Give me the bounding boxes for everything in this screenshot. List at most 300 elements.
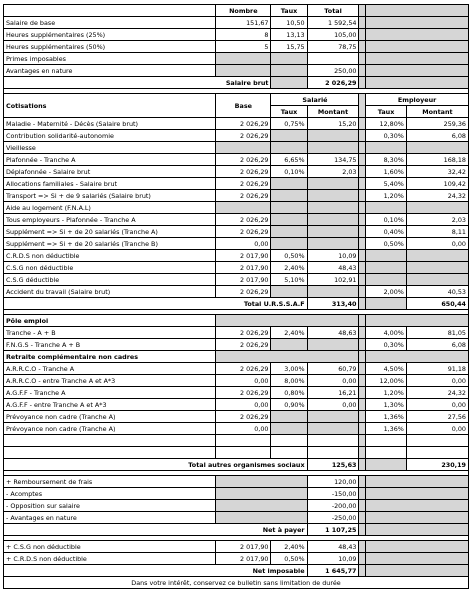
net-adjust-value: -200,00 [307, 500, 359, 512]
separator [359, 77, 366, 89]
employeur-taux: 8,30% [366, 154, 407, 166]
shaded [366, 512, 469, 524]
salaire-brut-value: 2 026,29 [307, 77, 359, 89]
payslip [3, 4, 469, 589]
cotisation-base: 2 017,90 [216, 262, 271, 274]
salary-row [4, 17, 469, 29]
employeur-taux: 4,00% [366, 327, 407, 339]
shaded [216, 476, 307, 488]
cotisation-row [4, 238, 469, 250]
cotisation-base: 0,00 [216, 423, 271, 435]
net-adjust-row [4, 512, 469, 524]
salarie-montant: 134,75 [307, 154, 359, 166]
cotisation-row [4, 327, 469, 339]
employeur-montant: 2,03 [406, 214, 468, 226]
salarie-montant [307, 202, 359, 214]
empty [307, 435, 359, 447]
salary-label: Heures supplémentaires (50%) [4, 41, 216, 53]
salarie-montant: 15,20 [307, 118, 359, 130]
cotisation-base: 2 026,29 [216, 130, 271, 142]
salary-row [4, 53, 469, 65]
salarie-taux: 0,50% [271, 250, 307, 262]
employeur-taux: 1,36% [366, 423, 407, 435]
cotisation-row [4, 286, 469, 298]
total-autres-salarie: 125,63 [307, 459, 359, 471]
footer-note: Dans votre intérêt, conservez ce bulletin sans limitation de durée [4, 577, 469, 589]
cotisation-label: C.R.D.S non déductible [4, 250, 216, 262]
shaded [366, 459, 407, 471]
salarie-taux [271, 178, 307, 190]
header-total: Total [307, 5, 359, 17]
shaded [366, 565, 469, 577]
salary-row [4, 41, 469, 53]
employeur-montant: 0,00 [406, 238, 468, 250]
empty [216, 435, 271, 447]
cotisation-row [4, 250, 469, 262]
cotisations-header-row [4, 94, 469, 106]
salarie-montant [307, 142, 359, 154]
salarie-taux: 3,00% [271, 363, 307, 375]
employeur-taux [366, 250, 407, 262]
employeur-montant: 40,53 [406, 286, 468, 298]
salarie-taux [271, 238, 307, 250]
cotisation-label: Tranche - A + B [4, 327, 216, 339]
empty [406, 435, 468, 447]
salarie-taux [271, 286, 307, 298]
section-row [4, 351, 469, 363]
salarie-taux [271, 202, 307, 214]
employeur-taux [366, 202, 407, 214]
separator [359, 411, 366, 423]
shaded [366, 17, 469, 29]
separator [359, 565, 366, 577]
employeur-taux: 0,30% [366, 130, 407, 142]
cotisation-label: Tous employeurs - Plafonnée - Tranche A [4, 214, 216, 226]
employeur-montant: 91,18 [406, 363, 468, 375]
cotisation-base: 0,00 [216, 238, 271, 250]
cotisation-base: 2 017,90 [216, 250, 271, 262]
net-adjust-row [4, 488, 469, 500]
salarie-montant [307, 339, 359, 351]
salary-total: 1 592,54 [307, 17, 359, 29]
cotisation-label: A.R.R.C.O - Tranche A [4, 363, 216, 375]
employeur-montant: 168,18 [406, 154, 468, 166]
separator [359, 476, 366, 488]
shaded [216, 500, 307, 512]
cotisation-row [4, 190, 469, 202]
employeur-montant: 6,08 [406, 339, 468, 351]
employeur-montant: 0,00 [406, 423, 468, 435]
salarie-taux [271, 190, 307, 202]
cotisation-base: 0,00 [216, 375, 271, 387]
separator [359, 178, 366, 190]
cotisation-base: 2 026,29 [216, 226, 271, 238]
salary-nombre: 5 [216, 41, 271, 53]
cotisation-base: 2 026,29 [216, 214, 271, 226]
cotisation-row [4, 399, 469, 411]
header-row [4, 5, 469, 17]
net-imposable-value: 1 645,77 [307, 565, 359, 577]
salary-taux [271, 53, 307, 65]
shaded [366, 65, 469, 77]
salary-total: 78,75 [307, 41, 359, 53]
employeur-montant: 32,42 [406, 166, 468, 178]
employeur-taux: 0,50% [366, 238, 407, 250]
shaded [216, 315, 359, 327]
salarie-montant: 48,43 [307, 262, 359, 274]
employeur-montant: 109,42 [406, 178, 468, 190]
separator [359, 94, 366, 118]
cotisation-label: A.G.F.F - Tranche A [4, 387, 216, 399]
salaire-brut-row [4, 77, 469, 89]
cotisation-row [4, 226, 469, 238]
shaded [216, 488, 307, 500]
header-shaded [366, 5, 469, 17]
separator [359, 423, 366, 435]
empty [406, 447, 468, 459]
cotisation-label: Supplément => Si + de 20 salariés (Tranche B) [4, 238, 216, 250]
empty [366, 447, 407, 459]
shaded [216, 512, 307, 524]
cotisation-row [4, 423, 469, 435]
employeur-taux: 12,80% [366, 118, 407, 130]
salarie-montant-header: Montant [307, 106, 359, 118]
separator [359, 41, 366, 53]
separator [359, 447, 366, 459]
employeur-taux [366, 274, 407, 286]
net-imposable-row [4, 565, 469, 577]
salary-nombre: 151,67 [216, 17, 271, 29]
employeur-montant-header: Montant [406, 106, 468, 118]
net-adjust-label: - Avantages en nature [4, 512, 216, 524]
total-autres-row [4, 459, 469, 471]
salarie-montant [307, 190, 359, 202]
cotisation-base: 2 026,29 [216, 387, 271, 399]
payslip-body [4, 5, 469, 589]
cotisation-label: Accident du travail (Salaire brut) [4, 286, 216, 298]
base-header: Base [216, 94, 271, 118]
separator [359, 65, 366, 77]
total-urssaf-salarie: 313,40 [307, 298, 359, 310]
payslip-table [3, 4, 469, 589]
cotisation-row [4, 411, 469, 423]
employeur-montant [406, 274, 468, 286]
separator [359, 166, 366, 178]
salaire-brut-label: Salaire brut [4, 77, 271, 89]
salarie-montant [307, 238, 359, 250]
net-adjust-label: + Remboursement de frais [4, 476, 216, 488]
salarie-montant: 48,63 [307, 327, 359, 339]
salary-taux: 10,50 [271, 17, 307, 29]
cotisation-label: Plafonnée - Tranche A [4, 154, 216, 166]
cotisation-label: Maladie - Maternité - Décès (Salaire brut) [4, 118, 216, 130]
imposable-value: 10,09 [307, 553, 359, 565]
separator [359, 142, 366, 154]
cotisation-row [4, 118, 469, 130]
net-adjust-value: 120,00 [307, 476, 359, 488]
separator [359, 202, 366, 214]
separator [359, 214, 366, 226]
employeur-taux: 12,00% [366, 375, 407, 387]
salarie-montant: 60,79 [307, 363, 359, 375]
employeur-taux [366, 142, 407, 154]
shaded [366, 524, 469, 536]
imposable-base: 2 017,90 [216, 553, 271, 565]
shaded [366, 53, 469, 65]
cotisation-row [4, 154, 469, 166]
salary-label: Salaire de base [4, 17, 216, 29]
imposable-label: + C.S.G non déductible [4, 541, 216, 553]
employeur-montant [406, 202, 468, 214]
employeur-taux [366, 262, 407, 274]
separator [359, 190, 366, 202]
header-blank [4, 5, 216, 17]
salary-row [4, 29, 469, 41]
cotisation-label: Supplément => Si + de 20 salariés (Tranche A) [4, 226, 216, 238]
empty [4, 447, 216, 459]
salarie-taux [271, 142, 307, 154]
cotisation-row [4, 339, 469, 351]
cotisation-base: 2 026,29 [216, 411, 271, 423]
cotisation-base: 2 026,29 [216, 363, 271, 375]
shaded [366, 315, 469, 327]
cotisation-row [4, 142, 469, 154]
net-a-payer-label: Net à payer [4, 524, 308, 536]
cotisation-base: 2 026,29 [216, 178, 271, 190]
separator [359, 327, 366, 339]
imposable-value: 48,43 [307, 541, 359, 553]
separator [359, 154, 366, 166]
cotisation-base: 0,00 [216, 399, 271, 411]
separator [359, 274, 366, 286]
employeur-taux: 1,60% [366, 166, 407, 178]
separator [359, 130, 366, 142]
cotisation-base: 2 017,90 [216, 274, 271, 286]
cotisation-label: Contribution solidarité-autonomie [4, 130, 216, 142]
cotisation-label: C.S.G non déductible [4, 262, 216, 274]
separator [359, 339, 366, 351]
net-adjust-row [4, 476, 469, 488]
salary-total: 105,00 [307, 29, 359, 41]
shaded [366, 541, 469, 553]
salary-nombre: 8 [216, 29, 271, 41]
empty-row [4, 435, 469, 447]
cotisation-label: A.R.R.C.O - entre Tranche A et A*3 [4, 375, 216, 387]
cotisation-base [216, 142, 271, 154]
shaded [366, 488, 469, 500]
net-adjust-label: - Opposition sur salaire [4, 500, 216, 512]
footer-row [4, 577, 469, 589]
cotisation-row [4, 375, 469, 387]
employeur-taux: 0,40% [366, 226, 407, 238]
cotisation-base: 2 026,29 [216, 190, 271, 202]
salarie-montant: 102,91 [307, 274, 359, 286]
salarie-taux [271, 423, 307, 435]
salarie-taux: 8,00% [271, 375, 307, 387]
separator [359, 553, 366, 565]
cotisation-label: A.G.F.F - entre Tranche A et A*3 [4, 399, 216, 411]
employeur-montant [406, 250, 468, 262]
employeur-taux: 0,30% [366, 339, 407, 351]
empty [271, 435, 307, 447]
header-taux: Taux [271, 5, 307, 17]
shaded [366, 553, 469, 565]
shaded [271, 77, 307, 89]
empty [307, 447, 359, 459]
cotisation-row [4, 363, 469, 375]
cotisation-label: Prévoyance non cadre (Tranche A) [4, 423, 216, 435]
separator [359, 238, 366, 250]
shaded [366, 298, 407, 310]
salarie-montant [307, 411, 359, 423]
salary-total: 250,00 [307, 65, 359, 77]
salarie-montant: 16,21 [307, 387, 359, 399]
separator [359, 53, 366, 65]
imposable-taux: 2,40% [271, 541, 307, 553]
total-urssaf-label: Total U.R.S.S.A.F [4, 298, 308, 310]
separator [359, 5, 366, 17]
employeur-montant: 8,11 [406, 226, 468, 238]
cotisation-base: 2 026,29 [216, 327, 271, 339]
salary-taux [271, 65, 307, 77]
net-adjust-value: -150,00 [307, 488, 359, 500]
employeur-taux: 4,50% [366, 363, 407, 375]
cotisation-row [4, 166, 469, 178]
cotisation-row [4, 262, 469, 274]
employeur-montant: 0,00 [406, 399, 468, 411]
net-a-payer-row [4, 524, 469, 536]
separator [359, 298, 366, 310]
salarie-montant [307, 214, 359, 226]
separator [359, 387, 366, 399]
salarie-taux [271, 339, 307, 351]
cotisation-row [4, 202, 469, 214]
net-adjust-label: - Acomptes [4, 488, 216, 500]
employeur-montant: 0,00 [406, 375, 468, 387]
separator [359, 500, 366, 512]
cotisation-label: Déplafonnée - Salaire brut [4, 166, 216, 178]
separator [359, 541, 366, 553]
salarie-taux: 0,80% [271, 387, 307, 399]
total-autres-employeur: 230,19 [406, 459, 468, 471]
cotisation-row [4, 214, 469, 226]
salarie-montant: 0,00 [307, 399, 359, 411]
employeur-taux: 0,10% [366, 214, 407, 226]
empty [271, 447, 307, 459]
separator [359, 363, 366, 375]
salarie-taux: 2,40% [271, 262, 307, 274]
empty [4, 435, 216, 447]
cotisation-base: 2 026,29 [216, 286, 271, 298]
salary-nombre [216, 53, 271, 65]
separator [359, 17, 366, 29]
salarie-montant: 2,03 [307, 166, 359, 178]
total-urssaf-employeur: 650,44 [406, 298, 468, 310]
salarie-montant [307, 178, 359, 190]
salarie-taux: 0,90% [271, 399, 307, 411]
separator [359, 226, 366, 238]
salary-taux: 15,75 [271, 41, 307, 53]
salarie-montant [307, 130, 359, 142]
cotisation-label: Prévoyance non cadre (Tranche A) [4, 411, 216, 423]
cotisation-label: Aide au logement (F.N.A.L) [4, 202, 216, 214]
cotisation-base: 2 026,29 [216, 118, 271, 130]
separator [359, 118, 366, 130]
separator [359, 286, 366, 298]
shaded [366, 77, 469, 89]
separator [359, 399, 366, 411]
salarie-montant: 0,00 [307, 375, 359, 387]
cotisation-base [216, 202, 271, 214]
salarie-taux: 2,40% [271, 327, 307, 339]
employeur-montant: 27,56 [406, 411, 468, 423]
salarie-taux: 0,75% [271, 118, 307, 130]
separator [359, 524, 366, 536]
cotisation-label: Transport => Si + de 9 salariés (Salaire brut) [4, 190, 216, 202]
net-adjust-value: -250,00 [307, 512, 359, 524]
shaded [216, 351, 359, 363]
employeur-taux: 5,40% [366, 178, 407, 190]
salarie-taux: 0,10% [271, 166, 307, 178]
cotisation-base: 2 026,29 [216, 339, 271, 351]
cotisation-base: 2 026,29 [216, 166, 271, 178]
salarie-taux: 6,65% [271, 154, 307, 166]
cotisation-label: Allocations familiales - Salaire brut [4, 178, 216, 190]
employeur-montant: 6,08 [406, 130, 468, 142]
cotisation-row [4, 387, 469, 399]
salarie-taux [271, 130, 307, 142]
separator [359, 351, 366, 363]
shaded [366, 476, 469, 488]
salary-label: Avantages en nature [4, 65, 216, 77]
header-nombre: Nombre [216, 5, 271, 17]
imposable-row [4, 553, 469, 565]
separator [359, 435, 366, 447]
employeur-montant: 24,32 [406, 387, 468, 399]
separator [359, 250, 366, 262]
cotisation-label: F.N.G.S - Tranche A + B [4, 339, 216, 351]
imposable-taux: 0,50% [271, 553, 307, 565]
employeur-taux-header: Taux [366, 106, 407, 118]
separator [359, 375, 366, 387]
retraite-title: Retraite complémentaire non cadres [4, 351, 216, 363]
shaded [366, 351, 469, 363]
salarie-taux-header: Taux [271, 106, 307, 118]
cotisation-base: 2 026,29 [216, 154, 271, 166]
separator [359, 459, 366, 471]
net-a-payer-value: 1 107,25 [307, 524, 359, 536]
cotisation-label: Vieillesse [4, 142, 216, 154]
cotisation-row [4, 178, 469, 190]
salarie-taux [271, 226, 307, 238]
cotisation-row [4, 130, 469, 142]
separator [359, 315, 366, 327]
empty-row [4, 447, 469, 459]
employeur-taux: 1,30% [366, 399, 407, 411]
salarie-taux [271, 214, 307, 226]
employeur-taux: 1,36% [366, 411, 407, 423]
salarie-header: Salarié [271, 94, 359, 106]
empty [366, 435, 407, 447]
separator [359, 488, 366, 500]
shaded [366, 29, 469, 41]
employeur-taux: 1,20% [366, 190, 407, 202]
salary-row [4, 65, 469, 77]
cotisation-label: C.S.G déductible [4, 274, 216, 286]
pole-emploi-title: Pôle emploi [4, 315, 216, 327]
empty [216, 447, 271, 459]
employeur-montant: 81,05 [406, 327, 468, 339]
